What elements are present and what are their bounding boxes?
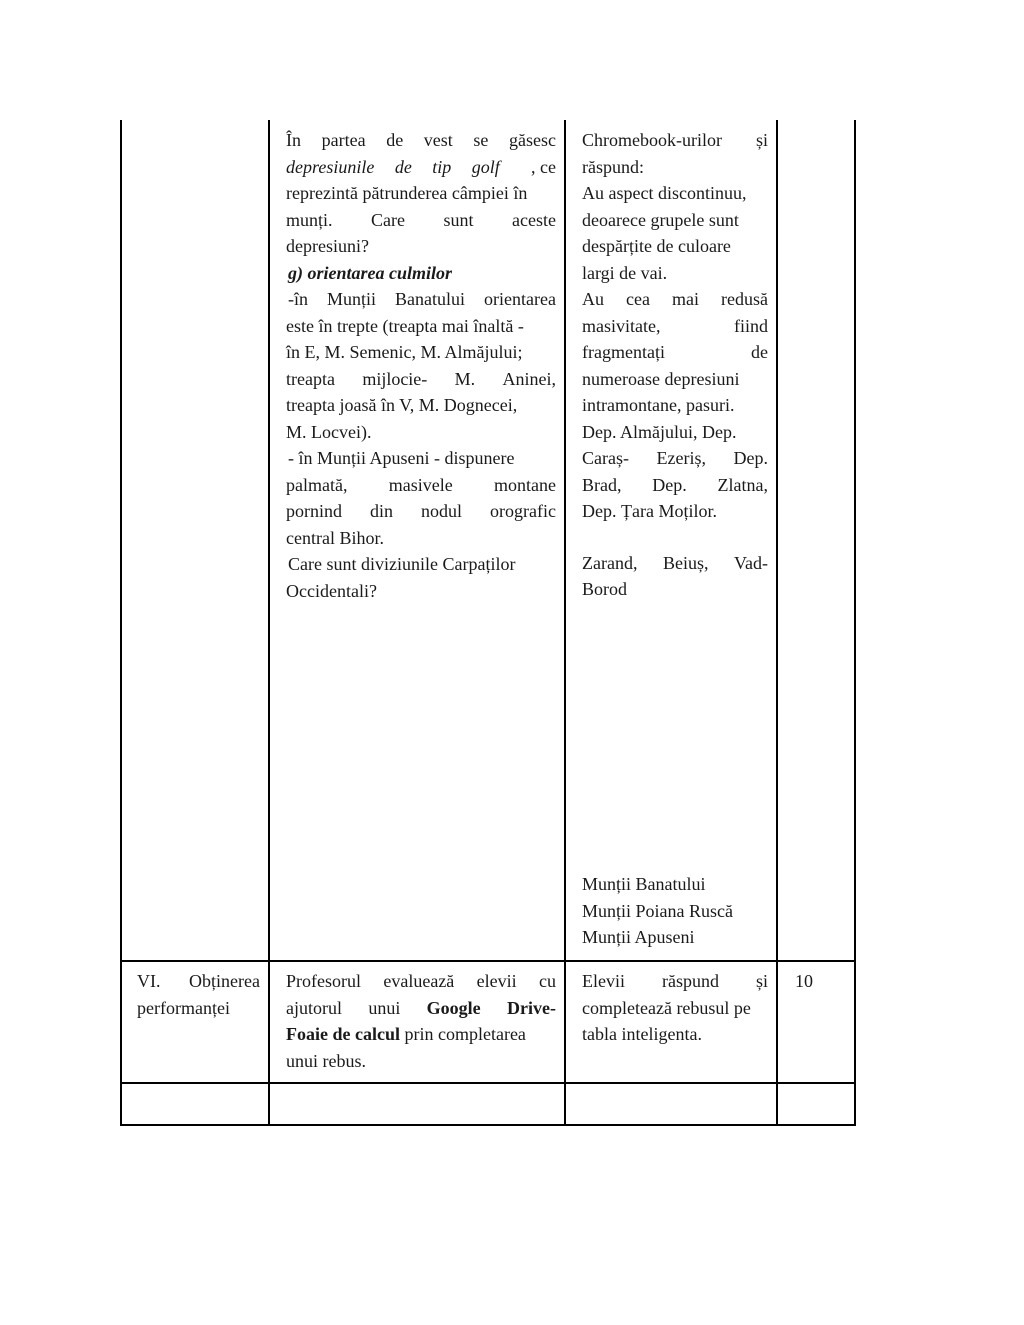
word: treapta xyxy=(286,368,335,389)
word: din xyxy=(370,501,394,521)
column-divider-2 xyxy=(564,120,566,1126)
word: Profesorul xyxy=(286,971,361,991)
text-line xyxy=(286,286,556,313)
word: răspund xyxy=(661,971,719,991)
word: Dep. xyxy=(652,474,687,495)
word: sunt xyxy=(443,209,474,230)
word: mai xyxy=(672,289,699,309)
column-divider-3 xyxy=(776,120,778,1126)
word: Obținerea xyxy=(189,971,260,991)
word: Banatului xyxy=(395,289,466,309)
word: de xyxy=(386,130,404,150)
empty-row-cell xyxy=(778,1084,854,1124)
text-line xyxy=(582,550,768,577)
text-line xyxy=(582,472,768,499)
text-line: central Bihor. xyxy=(286,527,384,548)
word: -în xyxy=(288,289,308,309)
text-line: Occidentali? xyxy=(286,580,377,601)
text-line: Dep. Țara Moților. xyxy=(582,501,717,521)
stage-cell xyxy=(137,968,260,1021)
paragraph-discontinuous-aspect xyxy=(582,127,768,286)
text-line: completează rebusul pe xyxy=(582,997,751,1018)
paragraph-apuseni-arrangement xyxy=(286,445,556,551)
text-line xyxy=(582,445,768,472)
bold-term: Foaie de calcul xyxy=(286,1024,400,1044)
text-line xyxy=(286,366,556,393)
text-line: performanței xyxy=(137,997,230,1018)
word: elevii xyxy=(476,971,517,991)
text-line xyxy=(582,127,768,154)
bold-term: Google xyxy=(426,997,481,1018)
text-line: răspund: xyxy=(582,156,644,177)
word: unui xyxy=(368,997,401,1018)
text-line: depresiuni? xyxy=(286,236,369,256)
word: se xyxy=(473,130,489,150)
text-line: tabla inteligenta. xyxy=(582,1024,702,1044)
word: Vad- xyxy=(733,552,768,573)
text-line xyxy=(286,498,556,525)
word: Ezeriș, xyxy=(656,448,706,468)
word: Zarand, xyxy=(582,552,638,573)
text-line xyxy=(286,968,556,995)
text-line: largi de vai. xyxy=(582,262,668,283)
text-line: Dep. Almăjului, Dep. xyxy=(582,421,737,442)
list-item: Munții Poiana Ruscă xyxy=(582,900,733,921)
bold-term: Drive- xyxy=(507,997,556,1018)
word: și xyxy=(755,971,768,991)
word: orografic xyxy=(490,501,556,521)
text-line xyxy=(582,313,768,340)
text-line: M. Locvei). xyxy=(286,421,372,442)
teacher-activity-cell xyxy=(286,127,556,604)
word: aceste xyxy=(512,209,556,230)
paragraph-banat-orientation xyxy=(286,286,556,445)
word: Au xyxy=(582,289,604,309)
text-line: intramontane, pasuri. xyxy=(582,395,735,415)
word: vest xyxy=(423,130,453,150)
text-line: treapta joasă în V, M. Dognecei, xyxy=(286,395,518,415)
word: și xyxy=(755,130,768,150)
paragraph-golf-depression-names xyxy=(582,550,768,603)
word: cea xyxy=(626,289,650,309)
time-cell xyxy=(795,968,845,995)
word: fragmentați xyxy=(582,342,665,362)
text-line: deoarece grupele sunt xyxy=(582,209,739,230)
word: Aninei, xyxy=(502,368,556,389)
word: Caraș- xyxy=(582,448,629,468)
text-line: Care sunt diviziunile Carpaților xyxy=(288,554,516,574)
table-bottom-border xyxy=(120,1124,856,1126)
paragraph-divisions-question xyxy=(286,551,556,604)
empty-row-cell xyxy=(566,1084,776,1124)
word: fiind xyxy=(734,315,768,336)
teacher-evaluation-cell xyxy=(286,968,556,1074)
empty-row-cell xyxy=(270,1084,564,1124)
italic-term: depresiunile de tip golf xyxy=(286,156,500,177)
word: M. xyxy=(454,368,476,389)
text-line xyxy=(582,286,768,313)
word: găsesc xyxy=(509,130,556,150)
text-line: numeroase depresiuni xyxy=(582,368,740,389)
text-line xyxy=(286,207,556,234)
word: redusă xyxy=(721,289,768,309)
word: Beiuș, xyxy=(662,552,709,573)
table-left-border xyxy=(120,120,122,1126)
word: Chromebook-urilor xyxy=(582,130,722,150)
column-divider-1 xyxy=(268,120,270,1126)
student-response-cell xyxy=(582,968,768,1048)
word: În xyxy=(286,130,301,150)
row-divider-1 xyxy=(120,960,856,962)
text-line xyxy=(286,995,556,1022)
text-line: reprezintă pătrunderea câmpiei în xyxy=(286,183,528,203)
word: masivele xyxy=(388,474,453,495)
text-line xyxy=(286,472,556,499)
text-line xyxy=(582,968,768,995)
list-item: Munții Banatului xyxy=(582,874,706,894)
text-line xyxy=(582,339,768,366)
student-activity-cell xyxy=(582,127,768,603)
section-heading: g) orientarea culmilor xyxy=(288,262,453,283)
word: ajutorul xyxy=(286,997,342,1018)
paragraph-depression-names xyxy=(582,419,768,525)
text-line: - în Munții Apuseni - dispunere xyxy=(288,448,515,468)
word: Dep. xyxy=(733,448,768,468)
text-line: Borod xyxy=(582,579,627,599)
word: masivitate, xyxy=(582,315,661,336)
word: de xyxy=(751,342,768,362)
text-line: unui rebus. xyxy=(286,1050,366,1071)
text-line: este în trepte (treapta mai înaltă - xyxy=(286,315,524,336)
text-line: Au aspect discontinuu, xyxy=(582,183,747,203)
word: orientarea xyxy=(484,289,556,309)
word: cu xyxy=(539,971,556,991)
word: Munții xyxy=(327,289,377,309)
word: VI. xyxy=(137,971,161,991)
word: Brad, xyxy=(582,474,622,495)
word: Elevii xyxy=(582,971,625,991)
text-line xyxy=(286,154,556,181)
table-right-border xyxy=(854,120,856,1126)
list-item: Munții Apuseni xyxy=(582,927,695,947)
word: Zlatna, xyxy=(717,474,768,495)
word: montane xyxy=(494,474,556,495)
text-line: despărțite de culoare xyxy=(582,236,731,256)
word: evaluează xyxy=(383,971,455,991)
word: partea xyxy=(321,130,366,150)
paragraph-massivity xyxy=(582,286,768,419)
word: pornind xyxy=(286,501,342,521)
empty-row-cell xyxy=(122,1084,268,1124)
text-line xyxy=(286,1021,556,1048)
word: , ce xyxy=(531,156,556,177)
word: Care xyxy=(371,209,405,230)
word: munți. xyxy=(286,209,333,230)
paragraph-golf-depressions xyxy=(286,127,556,260)
text-line: în E, M. Semenic, M. Almăjului; xyxy=(286,342,523,362)
word: palmată, xyxy=(286,474,348,495)
word: mijlocie- xyxy=(362,368,428,389)
text-line xyxy=(137,968,260,995)
duration-value: 10 xyxy=(795,971,813,991)
text-line xyxy=(286,127,556,154)
text-fragment: prin completarea xyxy=(399,1024,526,1044)
division-list xyxy=(582,871,768,951)
word: nodul xyxy=(421,501,463,521)
